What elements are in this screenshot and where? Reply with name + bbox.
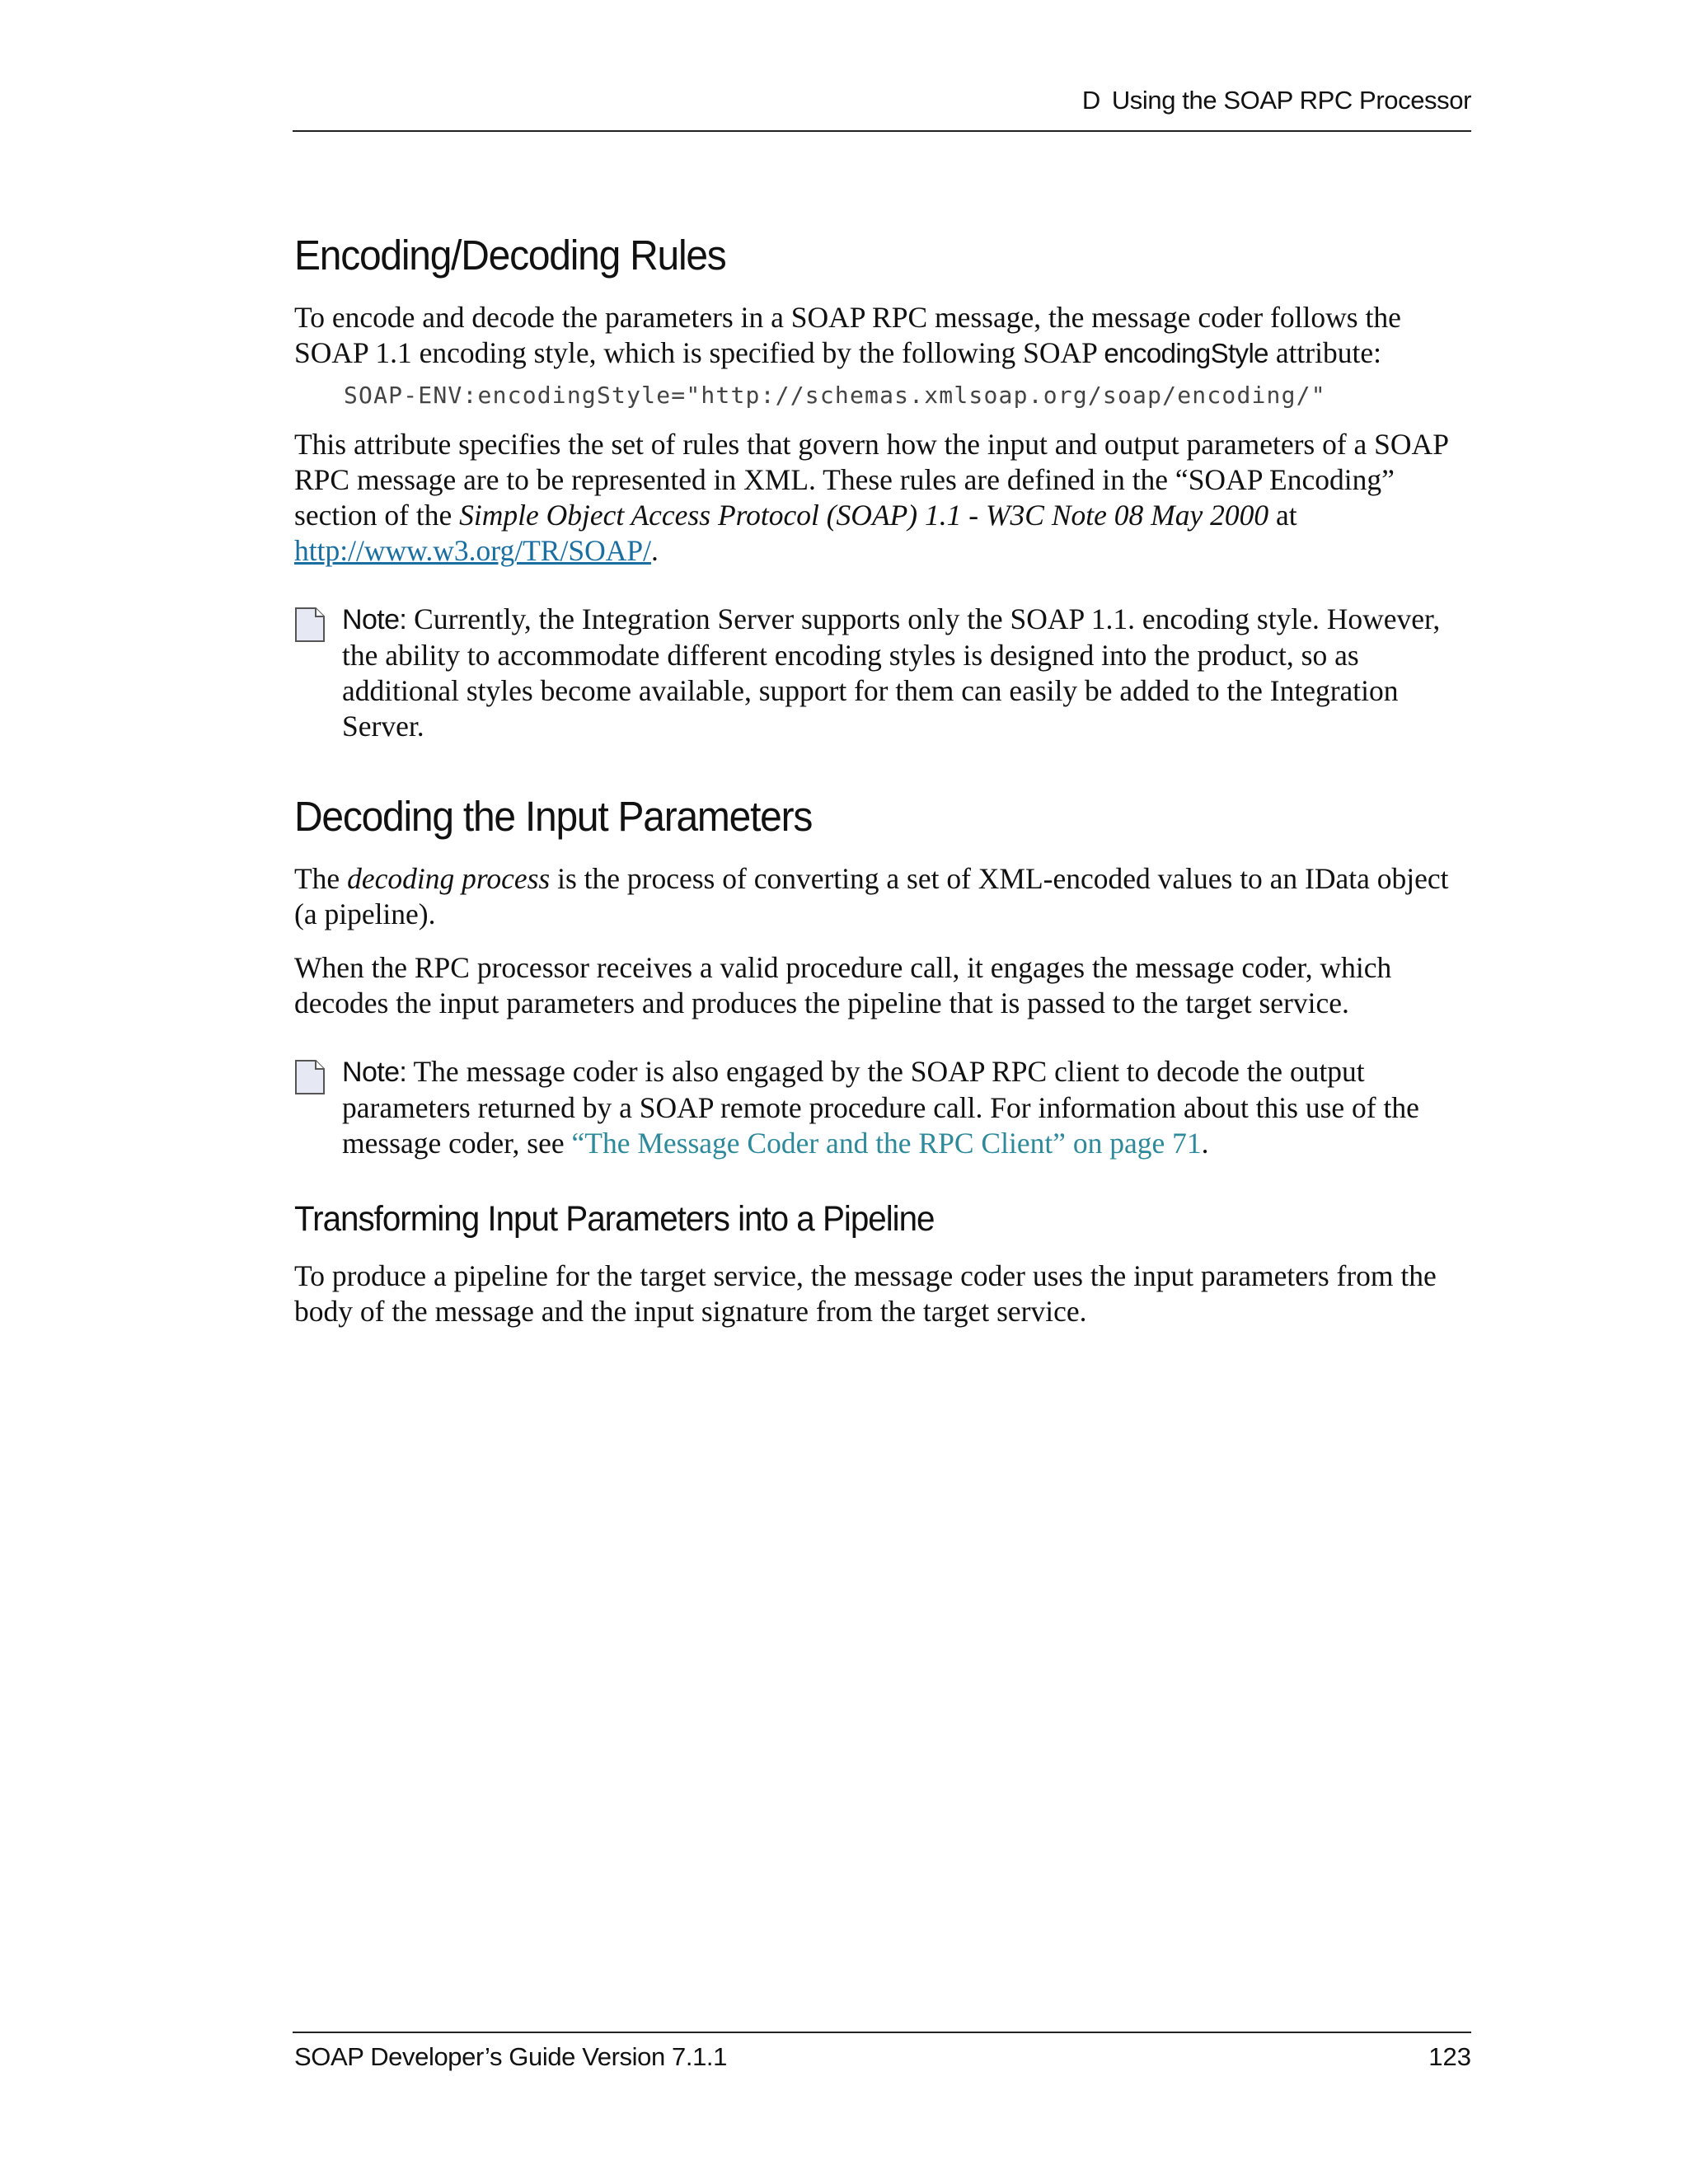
- chapter-title: Using the SOAP RPC Processor: [1111, 86, 1471, 115]
- paragraph-encoding-rules: This attribute specifies the set of rules that govern how the input and output parameters of a SOAP RPC message are to be represented in XML. These rules are defined in the “SOAP Encoding” section of the Simple Object Access Protocol (SOAP) 1.1 - W3C Note 08 May 2000 at http://www.w3.org/TR/SOAP/.: [294, 428, 1448, 567]
- note-page-icon: [294, 607, 326, 643]
- note-message-coder: [294, 1054, 1473, 1161]
- section-title-encoding-rules: Encoding/Decoding Rules: [294, 232, 726, 279]
- note-page-icon: [294, 1059, 326, 1095]
- subsection-title-transforming: Transforming Input Parameters into a Pipeline: [294, 1199, 935, 1239]
- footer-rule: [293, 2032, 1471, 2033]
- code-sample: SOAP-ENV:encodingStyle="http://schemas.xmlsoap.org/soap/encoding/": [344, 382, 1326, 409]
- term-decoding-process: decoding process: [347, 862, 551, 895]
- page-number: 123: [1428, 2042, 1471, 2071]
- page-content: [294, 231, 1473, 1329]
- paragraph-encoding-intro: To encode and decode the parameters in a SOAP RPC message, the message coder follows the SOAP 1.1 encoding style, which is specified by the following SOAP encodingStyle attribute:: [294, 301, 1401, 369]
- chapter-letter: D: [1081, 86, 1100, 115]
- cross-reference-link[interactable]: “The Message Coder and the RPC Client” on page 71: [571, 1127, 1202, 1160]
- note-label: Note:: [342, 1057, 407, 1088]
- paragraph-rpc-processor: When the RPC processor receives a valid procedure call, it engages the message coder, which decodes the input parameters and produces the pipeline that is passed to the target service.: [294, 951, 1392, 1019]
- soap-spec-link[interactable]: http://www.w3.org/TR/SOAP/: [294, 534, 651, 567]
- header-rule: [293, 130, 1471, 132]
- footer-guide-title: SOAP Developer’s Guide Version 7.1.1: [294, 2042, 727, 2071]
- note-body: Note: Currently, the Integration Server supports only the SOAP 1.1. encoding style. However, the ability to accommodate different encoding styles is designed into the product, so as additional styles become available, support for them can easily be added to the Integration Server.: [342, 602, 1441, 743]
- paragraph-decoding-process: The decoding process is the process of converting a set of XML-encoded values to an IData object (a pipeline).: [294, 862, 1449, 930]
- note-body: Note: The message coder is also engaged by the SOAP RPC client to decode the output parameters returned by a SOAP remote procedure call. For information about this use of the message coder, see “The Message Coder and the RPC Client” on page 71.: [342, 1055, 1419, 1160]
- running-header: [293, 86, 1471, 115]
- inline-term-encodingstyle: encodingStyle: [1104, 338, 1268, 368]
- section-title-decoding-input: Decoding the Input Parameters: [294, 793, 813, 840]
- note-encoding-style: [294, 602, 1473, 744]
- paragraph-produce-pipeline: To produce a pipeline for the target service, the message coder uses the input parameters from the body of the message and the input signature from the target service.: [294, 1259, 1437, 1328]
- note-label: Note:: [342, 604, 407, 635]
- spec-title: Simple Object Access Protocol (SOAP) 1.1 - W3C Note 08 May 2000: [459, 499, 1269, 532]
